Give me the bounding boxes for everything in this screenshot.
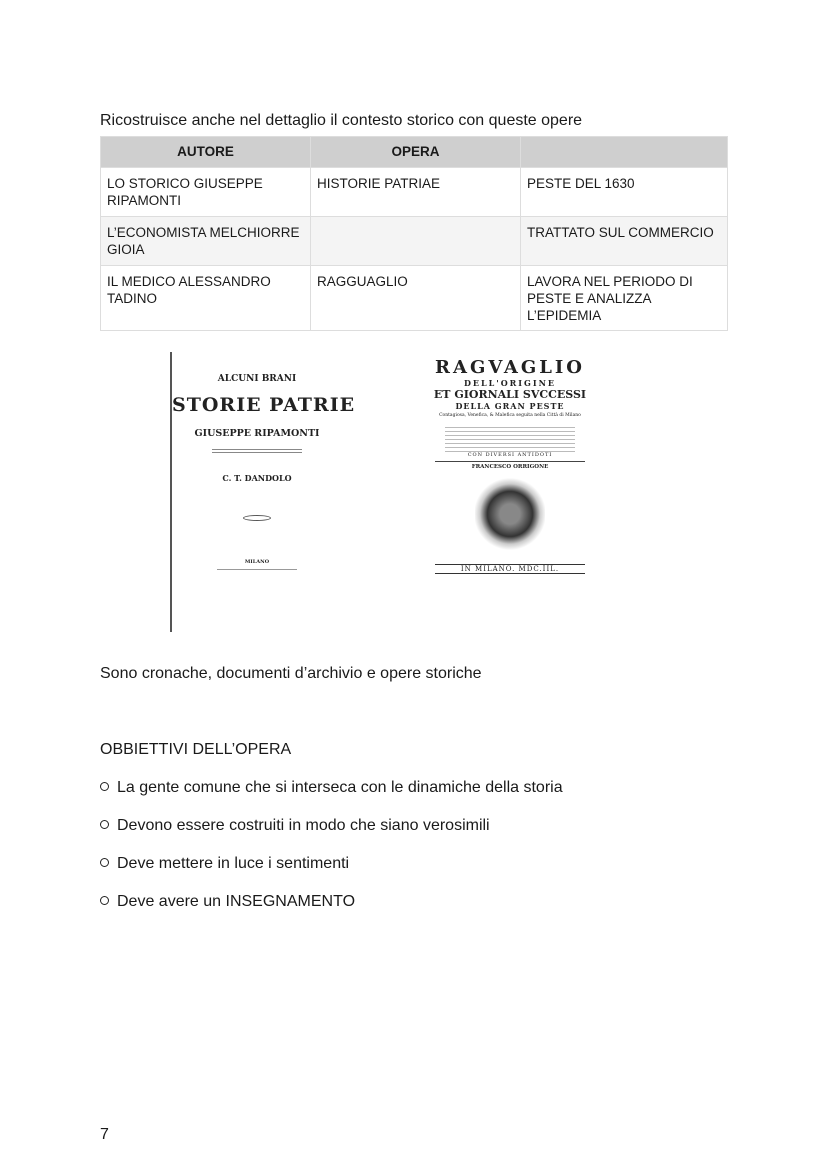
table-row <box>101 168 728 217</box>
image-text: GIUSEPPE RIPAMONTI <box>194 428 320 439</box>
list-item-text: La gente comune che si interseca con le dinamiche della storia <box>117 779 563 796</box>
fine-print-lines <box>212 449 302 453</box>
bullet-circle-icon <box>100 858 109 867</box>
works-table <box>100 136 728 331</box>
list-item-text: Deve avere un INSEGNAMENTO <box>117 893 356 910</box>
list-item <box>100 779 563 797</box>
header-opera: OPERA <box>311 137 521 168</box>
image-text: ALCUNI BRANI <box>217 374 297 384</box>
image-text: IN MILANO. MDC.IIL. <box>435 564 585 574</box>
bullet-circle-icon <box>100 896 109 905</box>
list-item-text: Deve mettere in luce i sentimenti <box>117 855 350 872</box>
intro-text: Ricostruisce anche nel dettaglio il contesto storico con queste opere <box>100 112 583 129</box>
list-item-text: Devono essere costruiti in modo che siano verosimili <box>117 817 490 834</box>
cell: LO STORICO GIUSEPPE RIPAMONTI <box>101 168 311 217</box>
image-text: RAGVAGLIO <box>435 357 585 378</box>
list-item <box>100 817 490 835</box>
image-text: STORIE PATRIE <box>172 394 356 416</box>
header-autore: AUTORE <box>101 137 311 168</box>
cell: IL MEDICO ALESSANDRO TADINO <box>101 266 311 331</box>
cell: HISTORIE PATRIAE <box>311 168 521 217</box>
fine-print-lines <box>445 424 575 452</box>
ragguaglio-title-page-image <box>420 357 600 632</box>
cell: PESTE DEL 1630 <box>521 168 728 217</box>
cell <box>311 217 521 266</box>
table-header <box>101 137 728 168</box>
image-text: C. T. DANDOLO <box>222 473 292 483</box>
storie-patrie-title-page-image <box>170 352 356 632</box>
cell: RAGGUAGLIO <box>311 266 521 331</box>
page-number: 7 <box>100 1126 109 1143</box>
fine-print-lines <box>217 569 297 570</box>
table-row <box>101 266 728 331</box>
image-text: FRANCESCO ORRIGONE <box>471 464 549 470</box>
image-text: Contagiosa, Venefica, & Malefica seguita nella Città di Milano <box>439 413 581 418</box>
image-text: CON DIVERSI ANTIDOTI <box>467 452 553 458</box>
list-item <box>100 855 349 873</box>
bullet-circle-icon <box>100 820 109 829</box>
bullet-circle-icon <box>100 782 109 791</box>
table-row <box>101 217 728 266</box>
cell: TRATTATO SUL COMMERCIO <box>521 217 728 266</box>
objectives-title: OBBIETTIVI DELL’OPERA <box>100 741 292 758</box>
image-text: ET GIORNALI SVCCESSI <box>433 388 587 401</box>
emblem-icon <box>475 478 545 550</box>
image-text: MILANO <box>244 559 270 565</box>
cell: LAVORA NEL PERIODO DI PESTE E ANALIZZA L’EPIDEMIA <box>521 266 728 331</box>
image-text: DELL'ORIGINE <box>463 378 557 388</box>
ornament-icon <box>243 515 271 521</box>
cell: L’ECONOMISTA MELCHIORRE GIOIA <box>101 217 311 266</box>
header-empty <box>521 137 728 168</box>
image-text: DELLA GRAN PESTE <box>455 401 565 411</box>
list-item <box>100 893 355 911</box>
caption-text: Sono cronache, documenti d’archivio e opere storiche <box>100 665 482 682</box>
